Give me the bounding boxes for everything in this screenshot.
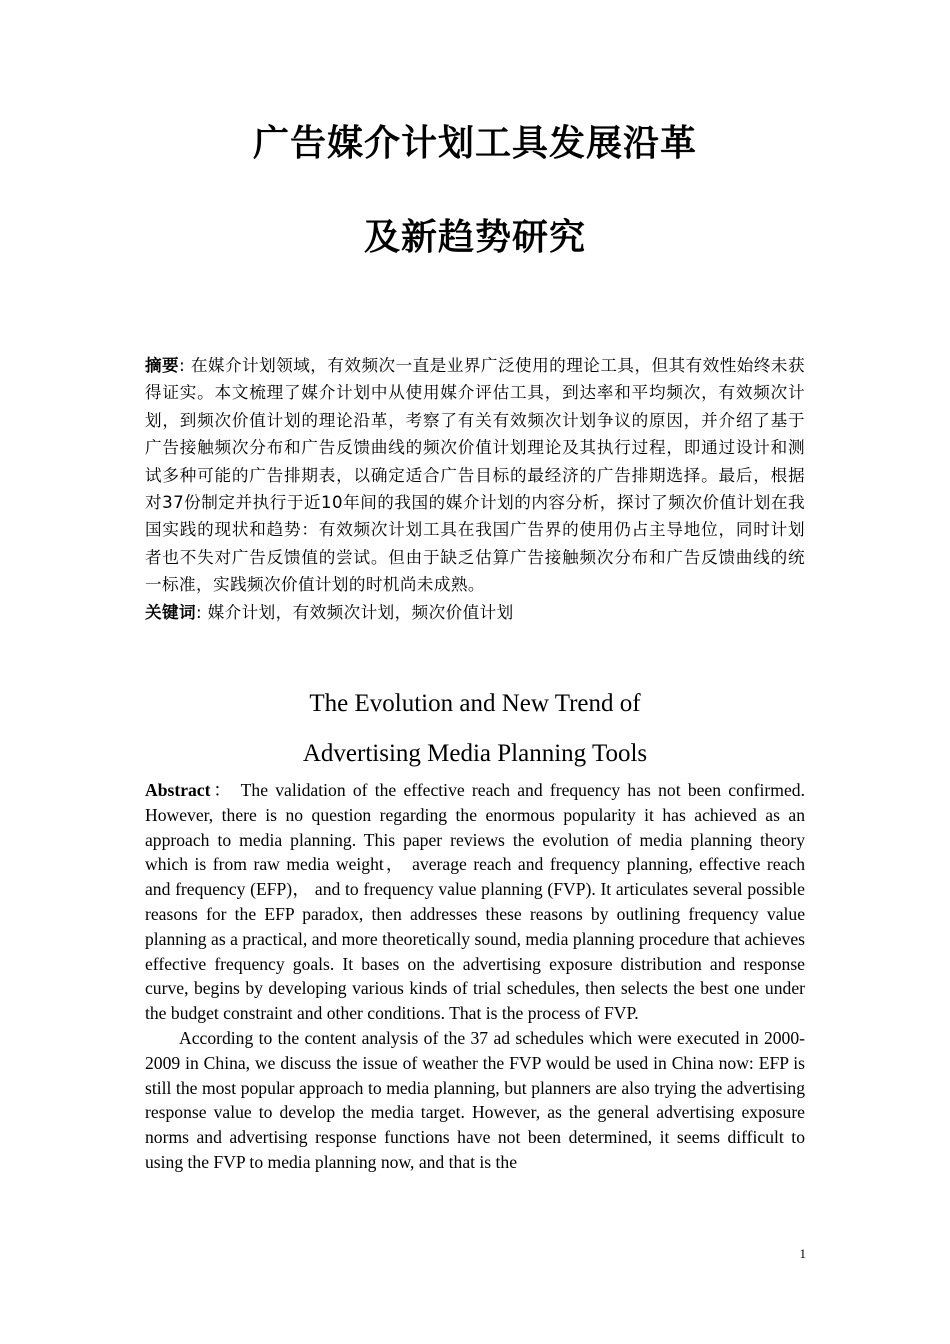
english-abstract-paragraph-1: [145, 778, 805, 1026]
english-abstract-separator: ：: [210, 780, 234, 800]
chinese-abstract-label: 摘要: [145, 356, 180, 375]
chinese-abstract-separator: :: [179, 356, 186, 375]
english-title-line-1: The Evolution and New Trend of: [309, 690, 641, 717]
chinese-title-line-2: 及新趋势研究: [363, 217, 586, 258]
english-abstract-label: Abstract: [145, 780, 211, 800]
english-abstract: [145, 778, 805, 1175]
english-abstract-paragraph-2: According to the content analysis of the 37 ad schedules which were executed in 2000-2009 in China, we discuss the issue of weather the FVP would be used in China now: EFP is still the most popular approach to media planning, but planners are also trying the advertising response value to develop the media target. However, as the general advertising exposure norms and advertising response functions have not been determined, it seems difficult to using the FVP to media planning now, and that is the: [145, 1027, 805, 1172]
chinese-title-line-1: 广告媒介计划工具发展沿革: [252, 123, 697, 164]
english-title-line-2: Advertising Media Planning Tools: [302, 740, 648, 767]
chinese-abstract-paragraph: [145, 352, 805, 599]
chinese-abstract-text: 在媒介计划领域，有效频次一直是业界广泛使用的理论工具，但其有效性始终未获得证实。本文梳理了媒介计划中从使用媒介评估工具，到达率和平均频次，有效频次计划，到频次价值计划的理论沿革，考察了有关有效频次计划争议的原因，并介绍了基于广告接触频次分布和广告反馈曲线的频次价值计划理论及其执行过程，即通过设计和测试多种可能的广告排期表，以确定适合广告目标的最经济的广告排期选择。最后，根据对37份制定并执行于近10年间的我国的媒介计划的内容分析，探讨了频次价值计划在我国实践的现状和趋势：有效频次计划工具在我国广告界的使用仍占主导地位，同时计划者也不失对广告反馈值的尝试。但由于缺乏估算广告接触频次分布和广告反馈曲线的统一标准，实践频次价值计划的时机尚未成熟。: [145, 356, 805, 595]
chinese-keywords-paragraph: [145, 599, 805, 626]
page-number: 1: [799, 1246, 806, 1261]
english-abstract-text-1: The validation of the effective reach and frequency has not been confirmed. However, there is no question regarding the enormous popularity it has achieved as an approach to media planning. This paper reviews the evolution of media planning theory which is from raw media weight， average reach and frequency planning, effective reach and frequency (EFP)， and to frequency value planning (FVP). It articulates several possible reasons for the EFP paradox, then addresses these reasons by outlining frequency value planning as a practical, and more theoretically sound, media planning procedure that achieves effective frequency goals. It bases on the advertising exposure distribution and response curve, begins by developing various kinds of trial schedules, then selects the best one under the budget constraint and other conditions. That is the process of FVP.: [145, 780, 805, 1024]
chinese-keywords-label: 关键词: [145, 602, 196, 622]
chinese-abstract: [145, 352, 805, 626]
chinese-keywords-text: 媒介计划，有效频次计划，频次价值计划: [207, 602, 514, 622]
chinese-keywords-separator: :: [195, 602, 202, 622]
